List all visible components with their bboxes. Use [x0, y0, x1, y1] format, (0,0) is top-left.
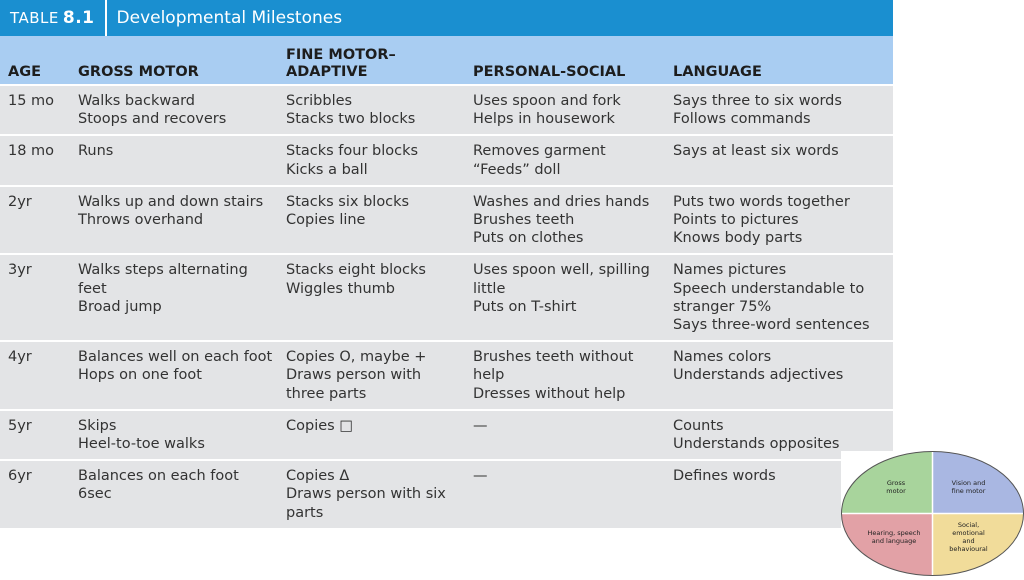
- cell-line: Speech understandable to: [673, 280, 887, 298]
- table-row: [0, 254, 893, 341]
- cell-personal-social: [465, 254, 665, 341]
- cell-line: Uses spoon well, spilling: [473, 261, 659, 279]
- header-row: [0, 36, 893, 85]
- header-personal-social: PERSONAL-SOCIAL: [465, 36, 665, 85]
- table-row: [0, 341, 893, 410]
- cell-line: Counts: [673, 417, 887, 435]
- cell-line: Runs: [78, 142, 272, 160]
- cell-age: 5yr: [0, 410, 70, 460]
- cell-line: Wiggles thumb: [286, 280, 459, 298]
- cell-line: —: [473, 417, 659, 435]
- cell-line: three parts: [286, 385, 459, 403]
- cell-line: Names colors: [673, 348, 887, 366]
- table-row: [0, 410, 893, 460]
- cell-age: 18 mo: [0, 135, 70, 185]
- table-label: TABLE 8.1: [0, 8, 105, 28]
- table-number: 8.1: [63, 8, 95, 28]
- cell-line: Says three to six words: [673, 92, 887, 110]
- cell-personal-social: [465, 341, 665, 410]
- hearing-speech-label: Hearing, speech and language: [861, 529, 927, 545]
- cell-line: Names pictures: [673, 261, 887, 279]
- cell-line: Helps in housework: [473, 110, 659, 128]
- cell-age: 15 mo: [0, 85, 70, 135]
- cell-gross-motor: [70, 186, 278, 255]
- cell-personal-social: [465, 186, 665, 255]
- milestones-grid: [0, 36, 893, 528]
- cell-language: [665, 341, 893, 410]
- cell-line: Stacks two blocks: [286, 110, 459, 128]
- cell-line: little: [473, 280, 659, 298]
- table-row: [0, 460, 893, 528]
- cell-age: 2yr: [0, 186, 70, 255]
- cell-line: feet: [78, 280, 272, 298]
- cell-line: Copies Δ: [286, 467, 459, 485]
- cell-personal-social: [465, 85, 665, 135]
- cell-line: Puts on T-shirt: [473, 298, 659, 316]
- cell-gross-motor: [70, 254, 278, 341]
- cell-gross-motor: [70, 460, 278, 528]
- cell-line: Understands adjectives: [673, 366, 887, 384]
- cell-line: Copies □: [286, 417, 459, 435]
- cell-line: Puts two words together: [673, 193, 887, 211]
- cell-line: Kicks a ball: [286, 161, 459, 179]
- cell-line: Points to pictures: [673, 211, 887, 229]
- cell-line: Balances well on each foot: [78, 348, 272, 366]
- header-fine-motor: FINE MOTOR– ADAPTIVE: [278, 36, 465, 85]
- cell-fine-motor: [278, 186, 465, 255]
- cell-line: stranger 75%: [673, 298, 887, 316]
- cell-fine-motor: [278, 460, 465, 528]
- cell-line: Brushes teeth without: [473, 348, 659, 366]
- cell-personal-social: [465, 410, 665, 460]
- cell-age: 4yr: [0, 341, 70, 410]
- cell-fine-motor: [278, 135, 465, 185]
- cell-line: Throws overhand: [78, 211, 272, 229]
- cell-line: help: [473, 366, 659, 384]
- cell-line: Balances on each foot: [78, 467, 272, 485]
- header-age: AGE: [0, 36, 70, 85]
- cell-line: 6sec: [78, 485, 272, 503]
- table-title-bar: [0, 0, 893, 36]
- cell-line: Walks steps alternating: [78, 261, 272, 279]
- cell-gross-motor: [70, 135, 278, 185]
- cell-fine-motor: [278, 341, 465, 410]
- cell-line: Broad jump: [78, 298, 272, 316]
- table-row: [0, 186, 893, 255]
- cell-line: Stacks four blocks: [286, 142, 459, 160]
- cell-line: —: [473, 467, 659, 485]
- cell-line: Follows commands: [673, 110, 887, 128]
- cell-language: [665, 254, 893, 341]
- cell-line: Says at least six words: [673, 142, 887, 160]
- cell-line: Draws person with: [286, 366, 459, 384]
- header-language: LANGUAGE: [665, 36, 893, 85]
- cell-line: Puts on clothes: [473, 229, 659, 247]
- development-domains-diagram: [841, 451, 1024, 576]
- cell-line: Scribbles: [286, 92, 459, 110]
- cell-line: Heel-to-toe walks: [78, 435, 272, 453]
- cell-line: Stacks six blocks: [286, 193, 459, 211]
- cell-language: [665, 85, 893, 135]
- table-row: [0, 135, 893, 185]
- cell-line: Walks up and down stairs: [78, 193, 272, 211]
- cell-line: Uses spoon and fork: [473, 92, 659, 110]
- cell-line: Copies O, maybe +: [286, 348, 459, 366]
- cell-gross-motor: [70, 85, 278, 135]
- cell-line: Hops on one foot: [78, 366, 272, 384]
- cell-language: [665, 186, 893, 255]
- cell-line: Understands opposites: [673, 435, 887, 453]
- vision-fine-motor-label: Vision and fine motor: [941, 479, 996, 495]
- cell-gross-motor: [70, 410, 278, 460]
- cell-line: Removes garment: [473, 142, 659, 160]
- cell-fine-motor: [278, 254, 465, 341]
- cell-fine-motor: [278, 410, 465, 460]
- cell-line: Skips: [78, 417, 272, 435]
- cell-line: parts: [286, 504, 459, 522]
- cell-age: 3yr: [0, 254, 70, 341]
- header-gross-motor: GROSS MOTOR: [70, 36, 278, 85]
- cell-gross-motor: [70, 341, 278, 410]
- cell-line: Says three-word sentences: [673, 316, 887, 334]
- gross-motor-label: Gross motor: [876, 479, 916, 495]
- cell-personal-social: [465, 135, 665, 185]
- cell-line: Copies line: [286, 211, 459, 229]
- cell-line: Stoops and recovers: [78, 110, 272, 128]
- social-emotional-label: Social, emotional and behavioural: [941, 521, 996, 553]
- cell-age: 6yr: [0, 460, 70, 528]
- cell-line: Washes and dries hands: [473, 193, 659, 211]
- cell-line: Defines words: [673, 467, 887, 485]
- cell-line: Brushes teeth: [473, 211, 659, 229]
- cell-line: Stacks eight blocks: [286, 261, 459, 279]
- cell-line: Walks backward: [78, 92, 272, 110]
- table-row: [0, 85, 893, 135]
- cell-fine-motor: [278, 85, 465, 135]
- cell-language: [665, 135, 893, 185]
- table-title: Developmental Milestones: [107, 8, 343, 28]
- cell-line: Knows body parts: [673, 229, 887, 247]
- cell-line: Draws person with six: [286, 485, 459, 503]
- domains-ellipse: [841, 451, 1024, 576]
- cell-personal-social: [465, 460, 665, 528]
- cell-line: Dresses without help: [473, 385, 659, 403]
- cell-line: “Feeds” doll: [473, 161, 659, 179]
